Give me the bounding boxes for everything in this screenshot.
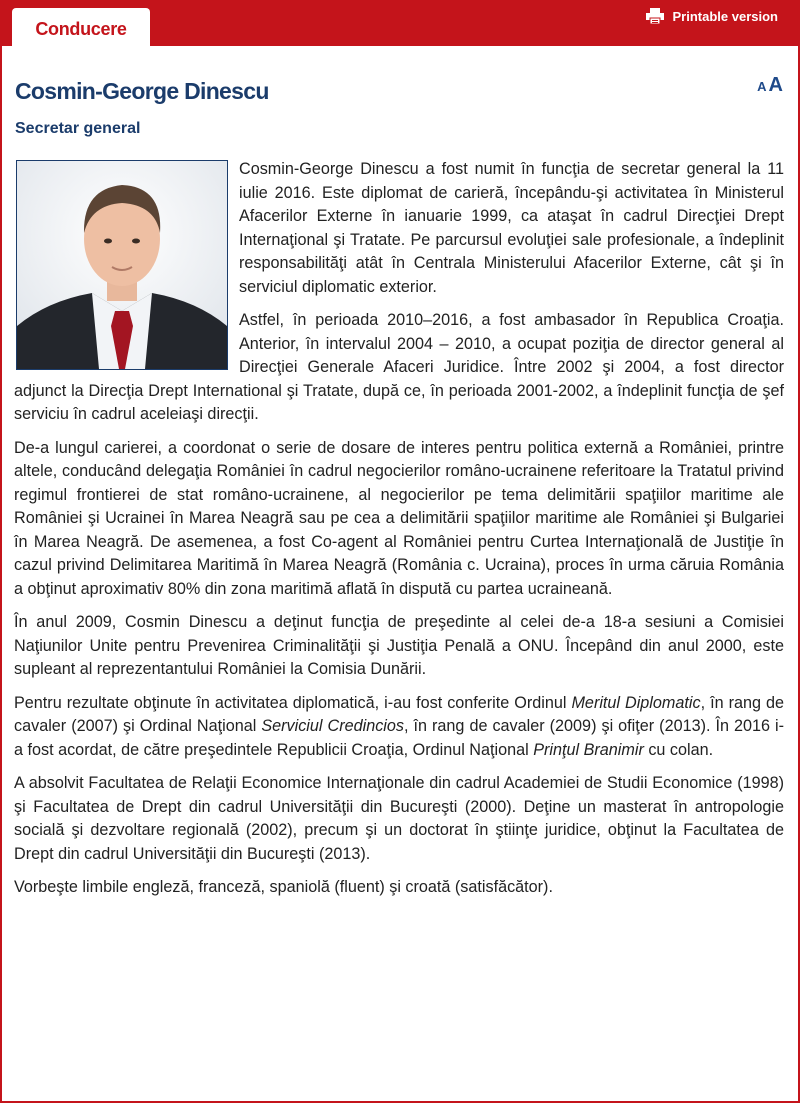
bio-paragraph-5 — [14, 692, 784, 763]
printable-version-link[interactable] — [645, 7, 778, 25]
award-meritul-diplomatic: Meritul Diplomatic — [571, 693, 701, 712]
photo-spacer — [14, 158, 239, 372]
bio-p5-text-e: , în rang de cavaler (2009) şi ofiţer (2013). În 2016 i-a fost acordat, de către preşedintele Republicii Croaţia, Ordinul Naţional — [14, 717, 785, 759]
bio-paragraph-7: Vorbeşte limbile engleză, franceză, spaniolă (fluent) şi croată (satisfăcător). — [14, 878, 553, 896]
printable-label: Printable version — [672, 8, 778, 24]
bio-paragraph-2: Astfel, în perioada 2010–2016, a fost ambasador în Republica Croaţia. Anterior, în intervalul 2004 – 2010, a ocupat poziţia de director general al Direcţiei Generale Afaceri Juridice. Între 2002 şi 2004, a fost director adjunct la Direcţia Drept International şi Tratate, după ce, în perioada 2001-2002, a îndeplinit funcţia de şef serviciu în cadrul aceleiaşi direcţii. — [14, 311, 784, 423]
person-role: Secretar general — [15, 120, 141, 137]
tab-label: Conducere — [35, 19, 127, 39]
top-bar — [0, 0, 800, 46]
font-size-controls — [757, 74, 783, 97]
tab-conducere[interactable] — [12, 8, 150, 46]
award-serviciul-credincios: Serviciul Credincios — [261, 717, 404, 735]
bio-paragraph-1: Cosmin-George Dinescu a fost numit în funcţia de secretar general la 11 iulie 2016. Este diplomat de carieră, începându-şi activitatea în Ministerul Afacerilor Externe în ianuarie 1999, ca ataşat în cadrul Direcţiei Drept Internaţional şi Tratate. Pe parcursul evoluţiei sale profesionale, a îndeplinit responsabilităţi atât în Centrala Ministerului Afacerilor Externe, cât şi în serviciul diplomatic exterior. — [239, 160, 784, 296]
bio-paragraph-3: De-a lungul carierei, a coordonat o serie de dosare de interes pentru politica externă a României, printre altele, conducând delegaţia României în cadrul negocierilor româno-ucrainene referitoare la Tratatul privind regimul frontierei de stat româno-ucrainene, al negocierilor pe tema delimitării spaţiilor maritime ale României şi Ucrainei în Marea Neagră sau pe cea a delimitării spaţiilor maritime ale României şi Bulgariei în Marea Neagră. De asemenea, a fost Co-agent al României pentru Curtea Internaţională de Justiţie în cazul privind Delimitarea Maritimă în Marea Neagră (România c. Ucraina), proces în urma căruia România a obţinut aproximativ 80% din zona maritimă aflată în dispută cu partea ucraineană. — [14, 438, 784, 598]
bio-p5-text-c: , în rang de cavaler (2007) şi Ordinal Naţional — [14, 693, 784, 735]
bio-p5-text-g: cu colan. — [643, 740, 714, 759]
biography — [14, 158, 784, 910]
award-printul-branimir: Prinţul Branimir — [533, 740, 644, 759]
bio-p5-text-a: Pentru rezultate obţinute în activitatea diplomatică, i-au fost conferite Ordinul — [14, 693, 572, 712]
person-name: Cosmin-George Dinescu — [15, 78, 269, 104]
printer-icon — [645, 8, 665, 24]
font-decrease-button[interactable]: A — [757, 79, 767, 94]
bio-paragraph-4: În anul 2009, Cosmin Dinescu a deţinut funcţia de preşedinte al celei de-a 18-a sesiuni a Comisiei Naţiunilor Unite pentru Prevenirea Criminalităţii şi Justiţia Penală a ONU. Începând din anul 2000, este supleant al reprezentantului României la Comisia Dunării. — [14, 613, 784, 678]
bio-paragraph-6: A absolvit Facultatea de Relaţii Economice Internaţionale din cadrul Academiei de Studii Economice (1998) şi Facultatea de Drept din cadrul Universităţii din Bucureşti (2000). Deţine un masterat în antropologie socială şi dezvoltare regională (2002), precum şi un doctorat în ştiinţe juridice, obţinut la Facultatea de Drept din cadrul Universităţii din Bucureşti (2013). — [14, 774, 784, 863]
font-increase-button[interactable]: A — [768, 74, 783, 96]
